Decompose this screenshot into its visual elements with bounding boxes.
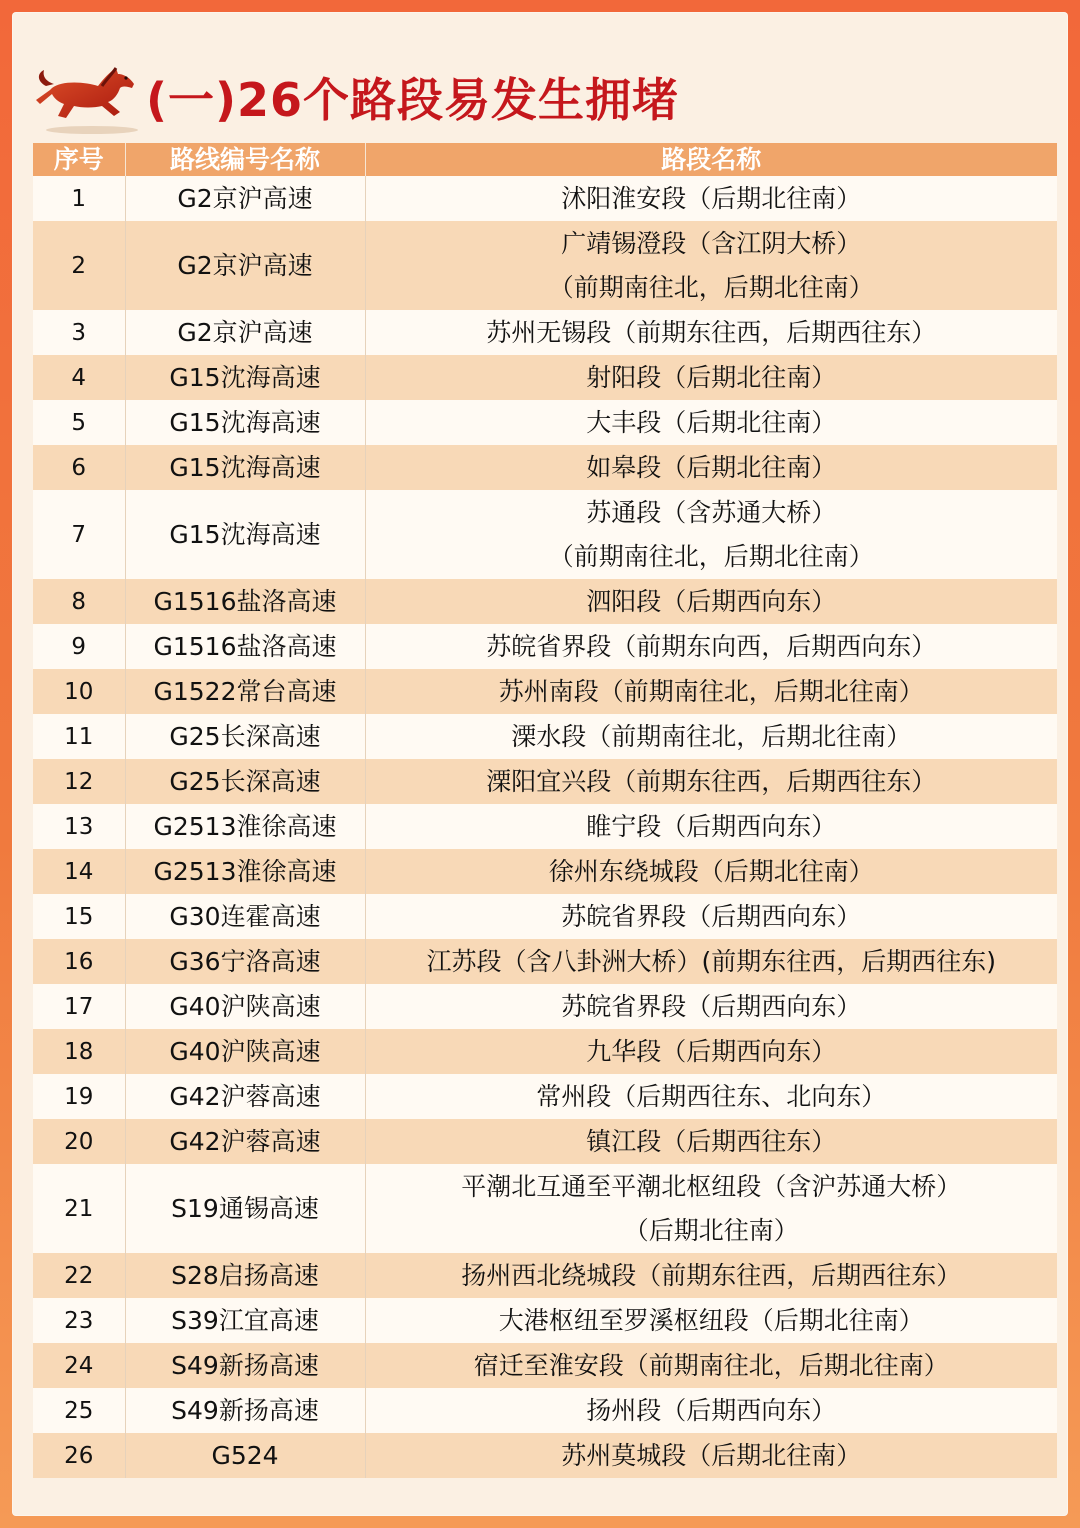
row-route: G2513淮徐高速 xyxy=(125,849,365,894)
table-row xyxy=(33,355,1057,400)
row-segment xyxy=(365,669,1057,714)
segment-line: （前期南往北，后期北往南） xyxy=(548,272,874,302)
row-index: 6 xyxy=(33,445,125,490)
segment-line: （后期北往南） xyxy=(623,1215,799,1245)
table-row xyxy=(33,849,1057,894)
row-segment xyxy=(365,1298,1057,1343)
row-index: 13 xyxy=(33,804,125,849)
row-route: S49新扬高速 xyxy=(125,1343,365,1388)
segment-line: 沭阳淮安段（后期北往南） xyxy=(561,183,862,213)
table-row xyxy=(33,939,1057,984)
row-segment xyxy=(365,445,1057,490)
segment-line: 徐州东绕城段（后期北往南） xyxy=(548,856,874,886)
table-row xyxy=(33,1433,1057,1478)
segment-line: 苏州南段（前期南往北，后期北往南） xyxy=(498,676,924,706)
row-route: G42沪蓉高速 xyxy=(125,1074,365,1119)
table-row xyxy=(33,669,1057,714)
row-route: G40沪陕高速 xyxy=(125,1029,365,1074)
row-route: S28启扬高速 xyxy=(125,1253,365,1298)
table-row xyxy=(33,1029,1057,1074)
row-route: G2京沪高速 xyxy=(125,221,365,310)
row-segment xyxy=(365,1343,1057,1388)
row-index: 18 xyxy=(33,1029,125,1074)
table-row xyxy=(33,310,1057,355)
row-segment xyxy=(365,984,1057,1029)
segment-line: 苏皖省界段（后期西向东） xyxy=(561,991,862,1021)
segment-line: 射阳段（后期北往南） xyxy=(586,362,837,392)
row-segment xyxy=(365,1074,1057,1119)
row-segment xyxy=(365,400,1057,445)
table-row xyxy=(33,176,1057,221)
row-index: 16 xyxy=(33,939,125,984)
row-index: 1 xyxy=(33,176,125,221)
segment-line: 大港枢纽至罗溪枢纽段（后期北往南） xyxy=(498,1305,924,1335)
row-index: 3 xyxy=(33,310,125,355)
table-row xyxy=(33,1298,1057,1343)
segment-line: 如皋段（后期北往南） xyxy=(586,452,837,482)
row-index: 19 xyxy=(33,1074,125,1119)
segment-line: 广靖锡澄段（含江阴大桥） xyxy=(561,228,862,258)
row-route: G42沪蓉高速 xyxy=(125,1119,365,1164)
row-index: 20 xyxy=(33,1119,125,1164)
row-segment xyxy=(365,176,1057,221)
table-row xyxy=(33,984,1057,1029)
row-route: G25长深高速 xyxy=(125,759,365,804)
row-index: 21 xyxy=(33,1164,125,1253)
row-route: G30连霍高速 xyxy=(125,894,365,939)
page-card xyxy=(12,12,1068,1516)
row-route: G2京沪高速 xyxy=(125,176,365,221)
row-index: 22 xyxy=(33,1253,125,1298)
row-segment xyxy=(365,579,1057,624)
row-segment xyxy=(365,355,1057,400)
table-row xyxy=(33,490,1057,579)
row-route: G40沪陕高速 xyxy=(125,984,365,1029)
row-index: 14 xyxy=(33,849,125,894)
row-route: S49新扬高速 xyxy=(125,1388,365,1433)
row-segment xyxy=(365,714,1057,759)
header-index: 序号 xyxy=(33,143,125,176)
segment-line: 睢宁段（后期西向东） xyxy=(586,811,837,841)
row-index: 15 xyxy=(33,894,125,939)
row-route: G1516盐洛高速 xyxy=(125,579,365,624)
row-segment xyxy=(365,1164,1057,1253)
congestion-table xyxy=(33,143,1057,1478)
segment-line: 泗阳段（后期西向东） xyxy=(586,586,837,616)
segment-line: 苏皖省界段（前期东向西，后期西向东） xyxy=(486,631,937,661)
segment-line: 溧阳宜兴段（前期东往西，后期西往东） xyxy=(486,766,937,796)
row-segment xyxy=(365,1029,1057,1074)
row-index: 12 xyxy=(33,759,125,804)
header-route: 路线编号名称 xyxy=(125,143,365,176)
table-row xyxy=(33,1253,1057,1298)
row-index: 24 xyxy=(33,1343,125,1388)
segment-line: 苏通段（含苏通大桥） xyxy=(586,497,837,527)
segment-line: 宿迁至淮安段（前期南往北，后期北往南） xyxy=(473,1350,949,1380)
row-index: 9 xyxy=(33,624,125,669)
table-row xyxy=(33,759,1057,804)
row-segment xyxy=(365,939,1057,984)
header xyxy=(12,12,1068,142)
running-horse-icon xyxy=(32,64,152,136)
row-segment xyxy=(365,1433,1057,1478)
row-segment xyxy=(365,849,1057,894)
row-route: G524 xyxy=(125,1433,365,1478)
table-row xyxy=(33,1074,1057,1119)
row-index: 10 xyxy=(33,669,125,714)
table-row xyxy=(33,1343,1057,1388)
row-index: 23 xyxy=(33,1298,125,1343)
row-segment xyxy=(365,1119,1057,1164)
segment-line: （前期南往北，后期北往南） xyxy=(548,541,874,571)
table-header-row xyxy=(33,143,1057,176)
row-segment xyxy=(365,1253,1057,1298)
row-segment xyxy=(365,804,1057,849)
row-segment xyxy=(365,624,1057,669)
row-segment xyxy=(365,759,1057,804)
row-route: G15沈海高速 xyxy=(125,355,365,400)
row-route: G36宁洛高速 xyxy=(125,939,365,984)
row-index: 7 xyxy=(33,490,125,579)
row-index: 26 xyxy=(33,1433,125,1478)
row-route: G1522常台高速 xyxy=(125,669,365,714)
table-row xyxy=(33,804,1057,849)
row-route: G25长深高速 xyxy=(125,714,365,759)
segment-line: 平潮北互通至平潮北枢纽段（含沪苏通大桥） xyxy=(461,1171,962,1201)
table-row xyxy=(33,1164,1057,1253)
segment-line: 溧水段（前期南往北，后期北往南） xyxy=(511,721,912,751)
row-route: G2京沪高速 xyxy=(125,310,365,355)
segment-line: 扬州西北绕城段（前期东往西，后期西往东） xyxy=(461,1260,962,1290)
table-row xyxy=(33,400,1057,445)
header-segment: 路段名称 xyxy=(365,143,1057,176)
row-route: S19通锡高速 xyxy=(125,1164,365,1253)
row-segment xyxy=(365,1388,1057,1433)
row-route: G1516盐洛高速 xyxy=(125,624,365,669)
row-segment xyxy=(365,221,1057,310)
segment-line: 九华段（后期西向东） xyxy=(586,1036,837,1066)
segment-line: 扬州段（后期西向东） xyxy=(586,1395,837,1425)
row-route: G15沈海高速 xyxy=(125,445,365,490)
row-index: 2 xyxy=(33,221,125,310)
row-route: G15沈海高速 xyxy=(125,490,365,579)
row-route: S39江宜高速 xyxy=(125,1298,365,1343)
row-index: 4 xyxy=(33,355,125,400)
page-title: (一)26个路段易发生拥堵 xyxy=(146,73,680,127)
row-segment xyxy=(365,490,1057,579)
segment-line: 苏皖省界段（后期西向东） xyxy=(561,901,862,931)
segment-line: 常州段（后期西往东、北向东） xyxy=(536,1081,887,1111)
row-index: 11 xyxy=(33,714,125,759)
row-index: 5 xyxy=(33,400,125,445)
table-row xyxy=(33,1388,1057,1433)
segment-line: 江苏段（含八卦洲大桥）(前期东往西，后期西往东) xyxy=(426,946,996,976)
table-row xyxy=(33,221,1057,310)
segment-line: 苏州莫城段（后期北往南） xyxy=(561,1440,862,1470)
segment-line: 镇江段（后期西往东） xyxy=(586,1126,837,1156)
row-segment xyxy=(365,310,1057,355)
row-index: 17 xyxy=(33,984,125,1029)
segment-line: 苏州无锡段（前期东往西，后期西往东） xyxy=(486,317,937,347)
row-index: 8 xyxy=(33,579,125,624)
table-row xyxy=(33,579,1057,624)
table-row xyxy=(33,624,1057,669)
table-row xyxy=(33,445,1057,490)
row-segment xyxy=(365,894,1057,939)
row-route: G2513淮徐高速 xyxy=(125,804,365,849)
segment-line: 大丰段（后期北往南） xyxy=(586,407,837,437)
table-row xyxy=(33,1119,1057,1164)
table-row xyxy=(33,714,1057,759)
row-index: 25 xyxy=(33,1388,125,1433)
table-row xyxy=(33,894,1057,939)
row-route: G15沈海高速 xyxy=(125,400,365,445)
